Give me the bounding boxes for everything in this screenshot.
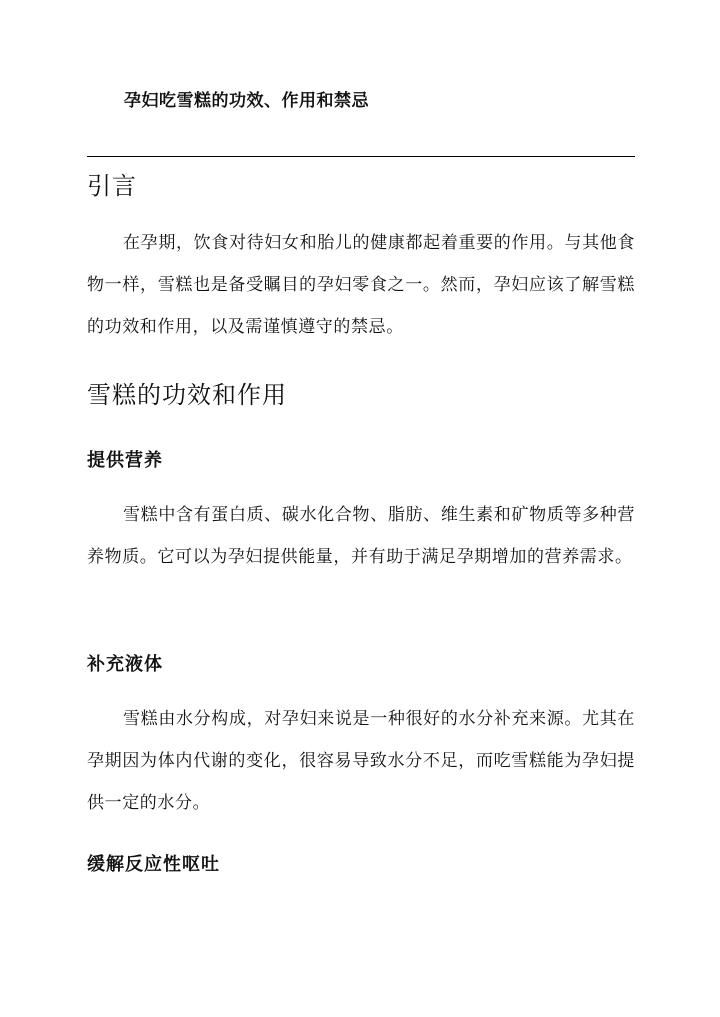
- section-paragraph-nutrition: 雪糕中含有蛋白质、碳水化合物、脂肪、维生素和矿物质等多种营养物质。它可以为孕妇提供能量，并有助于满足孕期增加的营养需求。: [87, 505, 635, 567]
- intro-heading: 引言: [87, 172, 137, 200]
- section-heading-nutrition: 提供营养: [87, 450, 163, 471]
- section-paragraph-hydration: 雪糕由水分构成，对孕妇来说是一种很好的水分补充来源。尤其在孕期因为体内代谢的变化，很容易导致水分不足，而吃雪糕能为孕妇提供一定的水分。: [87, 709, 635, 813]
- intro-paragraph: 在孕期，饮食对待妇女和胎儿的健康都起着重要的作用。与其他食物一样，雪糕也是备受瞩目的孕妇零食之一。然而，孕妇应该了解雪糕的功效和作用，以及需谨慎遵守的禁忌。: [87, 233, 635, 337]
- section-heading-hydration: 补充液体: [87, 654, 163, 675]
- document-title: 孕妇吃雪糕的功效、作用和禁忌: [124, 91, 369, 111]
- title-divider: [87, 156, 635, 157]
- section-heading-nausea: 缓解反应性呕吐: [87, 854, 220, 875]
- benefits-heading: 雪糕的功效和作用: [87, 381, 287, 409]
